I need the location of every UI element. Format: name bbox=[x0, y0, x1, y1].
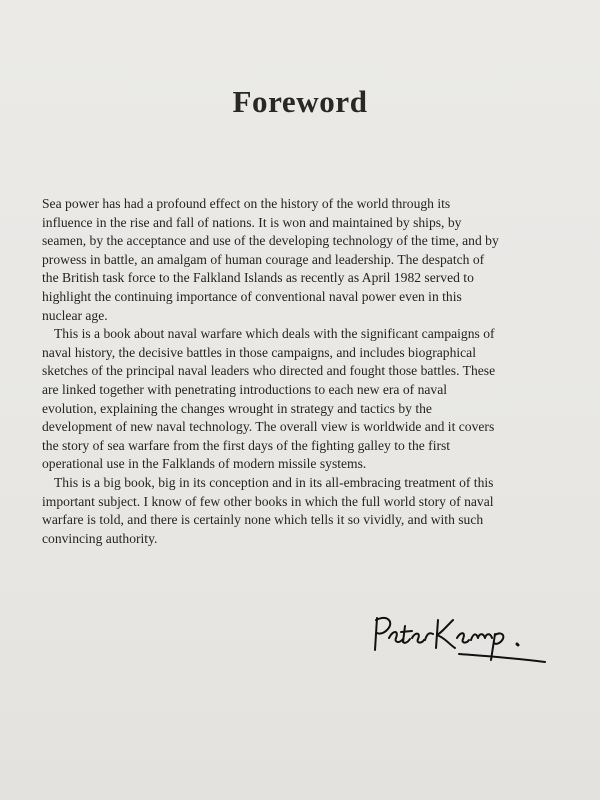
text-line: convincing authority. bbox=[42, 530, 158, 546]
text-line: This is a book about naval warfare which deals with the significant campaigns of bbox=[54, 326, 495, 342]
signature-image bbox=[365, 608, 555, 670]
text-line: highlight the continuing importance of conventional naval power even in this bbox=[42, 288, 462, 304]
text-line: influence in the rise and fall of nations. It is won and maintained by ships, by bbox=[42, 214, 462, 230]
text-line: important subject. I know of few other books in which the full world story of naval bbox=[42, 493, 494, 509]
text-line: This is a big book, big in its conception and in its all-embracing treatment of this bbox=[54, 474, 494, 490]
text-line: evolution, explaining the changes wrought in strategy and tactics by the bbox=[42, 400, 432, 416]
text-line: nuclear age. bbox=[42, 307, 108, 323]
text-line: naval history, the decisive battles in those campaigns, and includes biographical bbox=[42, 344, 476, 360]
text-line: Sea power has had a profound effect on the history of the world through its bbox=[42, 196, 451, 211]
text-line: sketches of the principal naval leaders who directed and fought those battles. These bbox=[42, 363, 496, 379]
foreword-body bbox=[42, 195, 572, 548]
text-line: seamen, by the acceptance and use of the developing technology of the time, and by bbox=[42, 233, 499, 249]
text-line: warfare is told, and there is certainly none which tells it so vividly, and with such bbox=[42, 512, 484, 528]
page-title: Foreword bbox=[232, 84, 368, 119]
text-line: the British task force to the Falkland Islands as recently as April 1982 served to bbox=[42, 270, 474, 286]
text-line: operational use in the Falklands of modern missile systems. bbox=[42, 456, 367, 472]
text-line: are linked together with penetrating introductions to each new era of naval bbox=[42, 381, 448, 397]
text-line: prowess in battle, an amalgam of human courage and leadership. The despatch of bbox=[42, 251, 485, 267]
text-line: development of new naval technology. The overall view is worldwide and it covers bbox=[42, 419, 495, 435]
text-line: the story of sea warfare from the first days of the fighting galley to the first bbox=[42, 437, 451, 453]
